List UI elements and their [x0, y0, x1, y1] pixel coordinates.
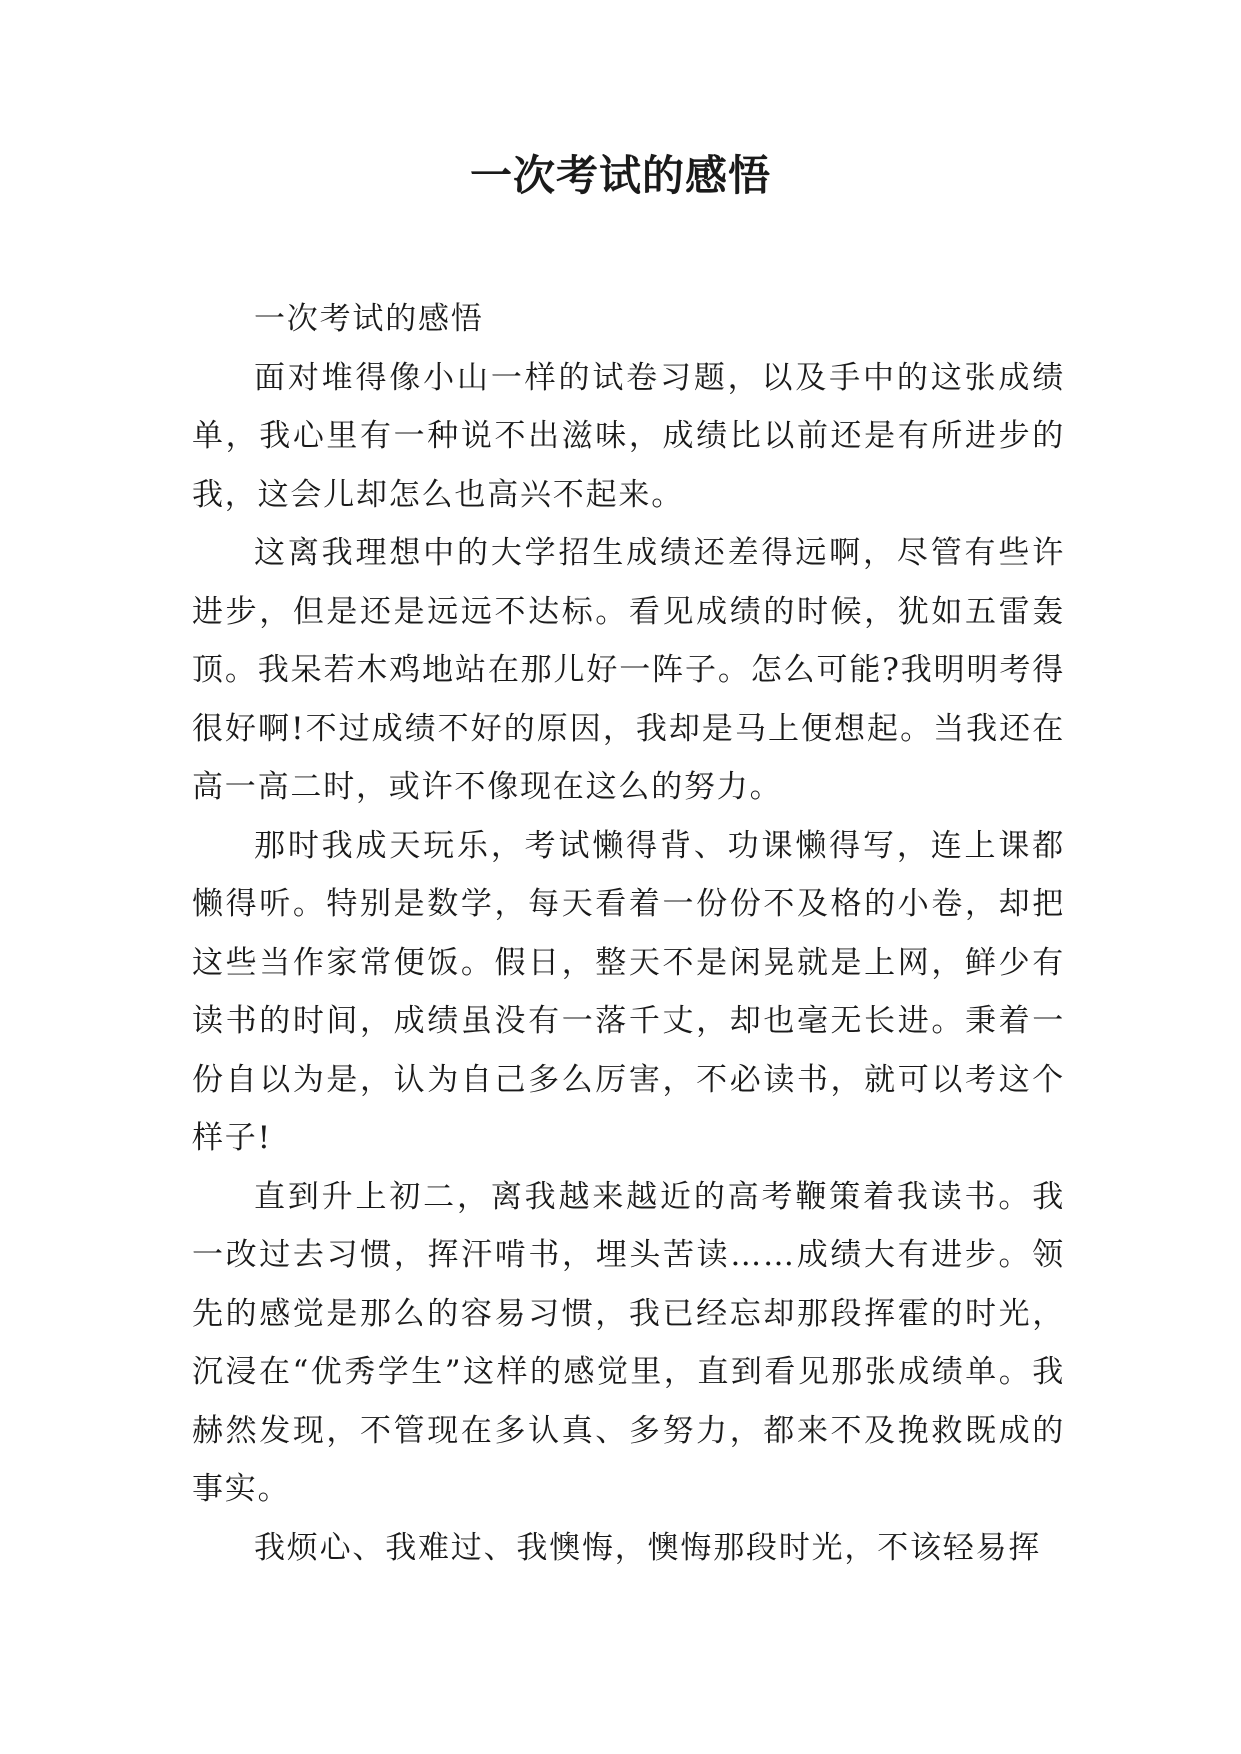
document-body — [192, 290, 1065, 1577]
paragraph: 一次考试的感悟 — [254, 301, 484, 337]
document-title: 一次考试的感悟 — [469, 151, 771, 200]
paragraph: 我烦心、我难过、我懊悔，懊悔那段时光，不该轻易挥 — [254, 1529, 1042, 1566]
paragraph: 这离我理想中的大学招生成绩还差得远啊，尽管有些许进步，但是还是远远不达标。看见成绩的时候，犹如五雷轰顶。我呆若木鸡地站在那儿好一阵子。怎么可能?我明明考得很好啊!不过成绩不好的原因，我却是马上便想起。当我还在高一高二时，或许不像现在这么的努力。 — [192, 535, 1065, 805]
paragraph: 直到升上初二，离我越来越近的高考鞭策着我读书。我一改过去习惯，挥汗啃书，埋头苦读……成绩大有进步。领先的感觉是那么的容易习惯，我已经忘却那段挥霍的时光，沉浸在“优秀学生”这样的感觉里，直到看见那张成绩单。我赫然发现，不管现在多认真、多努力，都来不及挽救既成的事实。 — [192, 1178, 1065, 1507]
paragraph: 那时我成天玩乐，考试懒得背、功课懒得写，连上课都懒得听。特别是数学，每天看着一份份不及格的小卷，却把这些当作家常便饭。假日，整天不是闲晃就是上网，鲜少有读书的时间，成绩虽没有一落千丈，却也毫无长进。秉着一份自以为是，认为自己多么厉害，不必读书，就可以考这个样子! — [192, 827, 1065, 1156]
paragraph: 面对堆得像小山一样的试卷习题，以及手中的这张成绩单，我心里有一种说不出滋味，成绩比以前还是有所进步的我，这会儿却怎么也高兴不起来。 — [192, 359, 1065, 513]
